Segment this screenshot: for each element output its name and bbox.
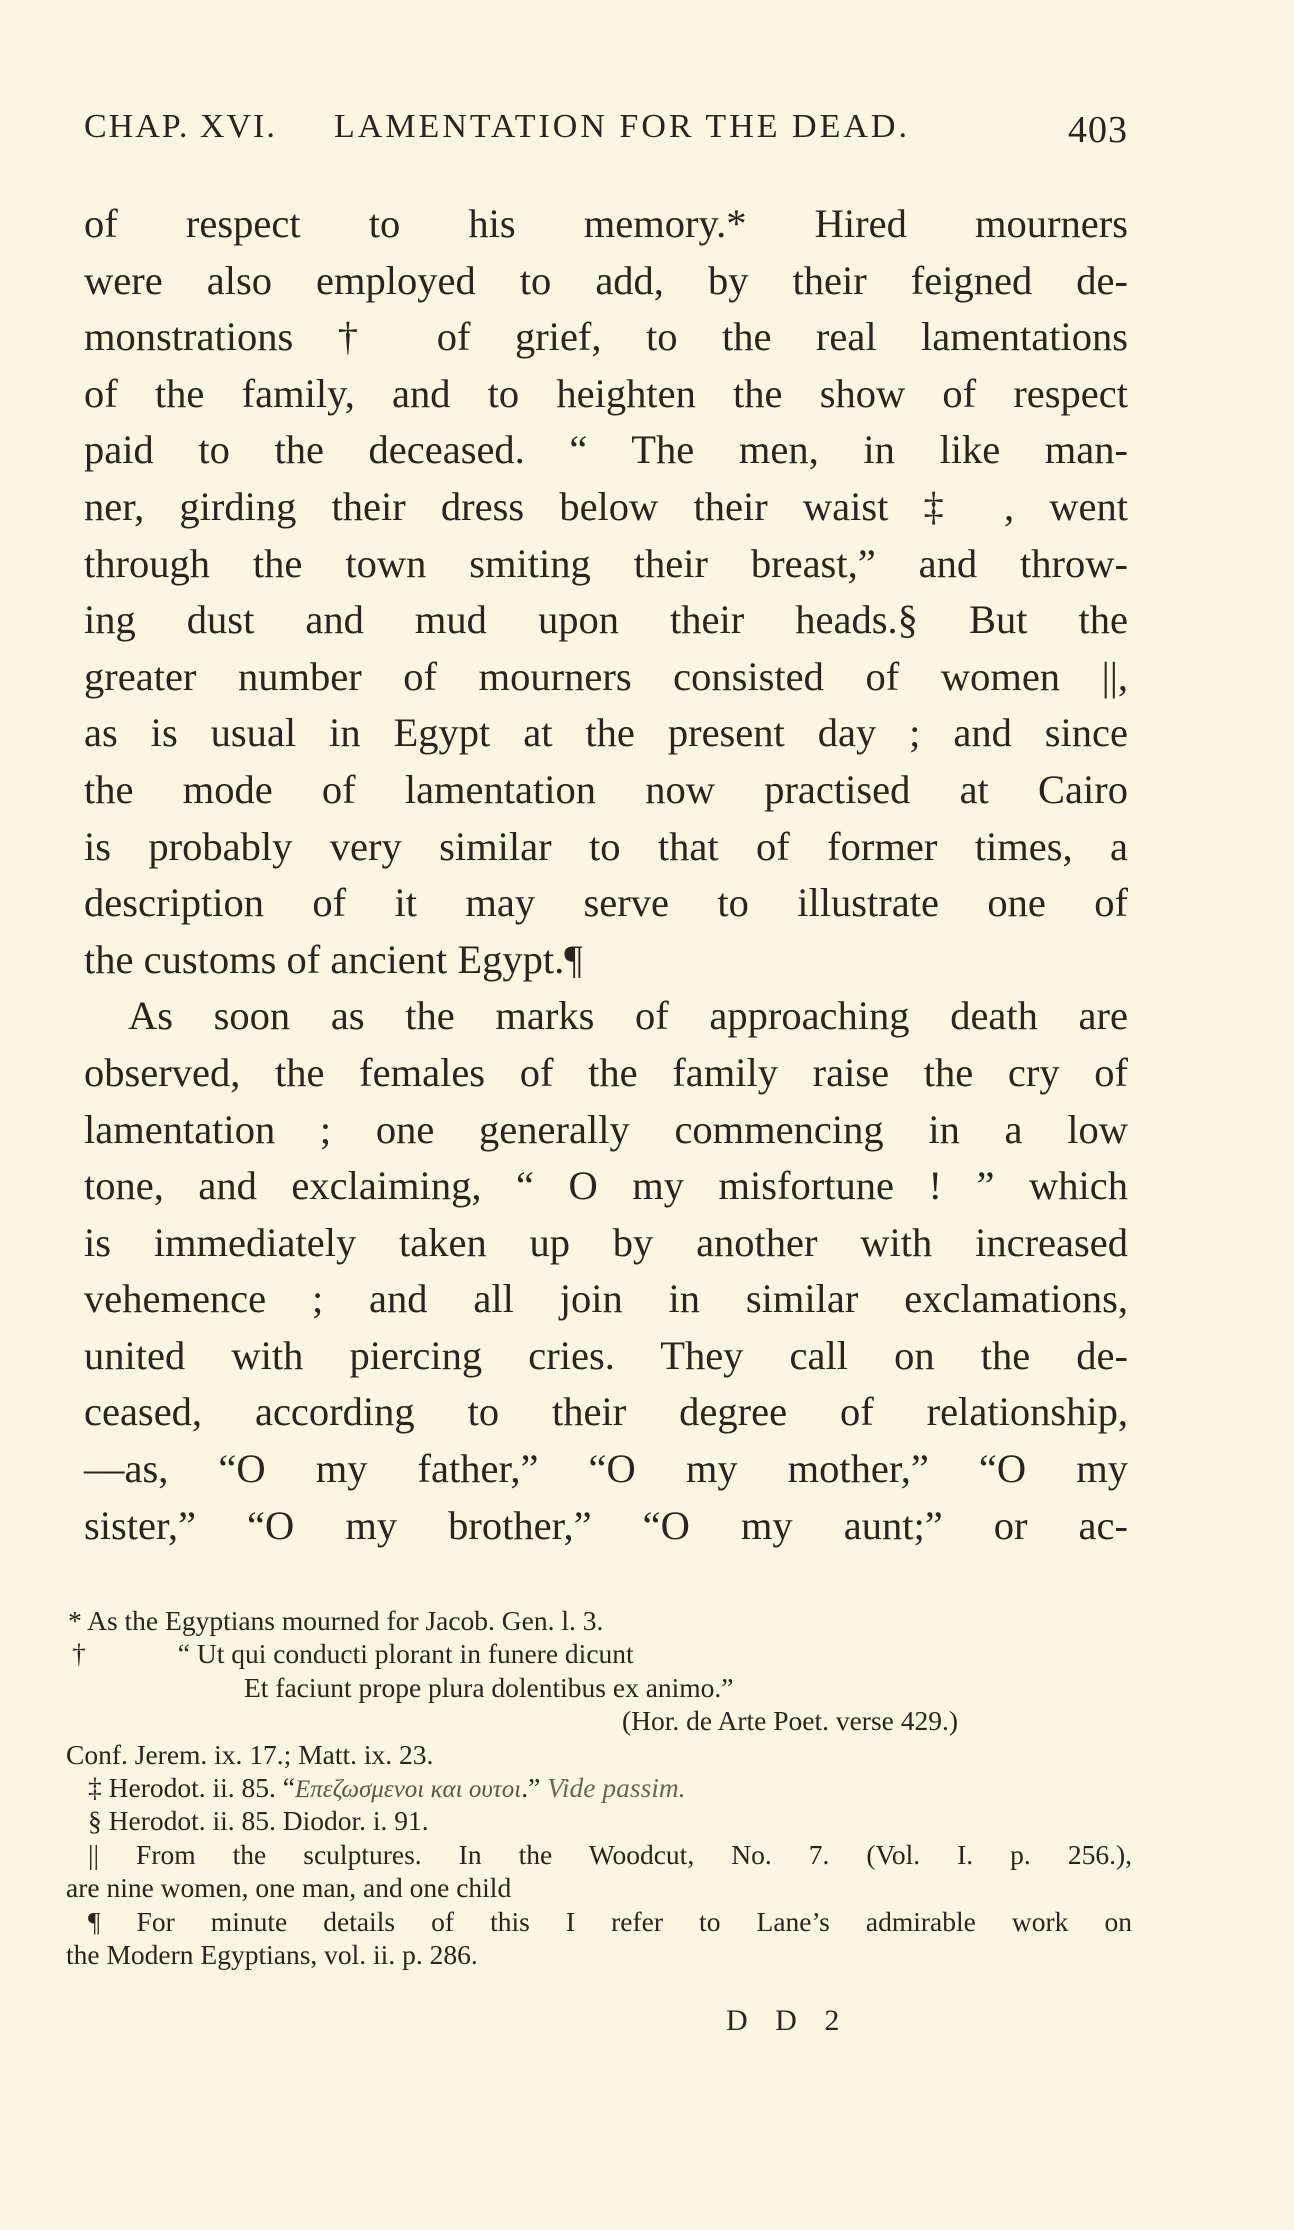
- footnote-2-line-1: [66, 1637, 1132, 1670]
- body-text: [84, 196, 1128, 1554]
- footnote-3-close: .”: [521, 1771, 541, 1803]
- text-line: paid to the deceased. “ The men, in like man-: [84, 427, 1128, 473]
- text-line: lamentation ; one generally commencing in a low: [84, 1106, 1128, 1152]
- text-line: is immediately taken up by another with increased: [84, 1219, 1128, 1265]
- footnote-5-line-2: are nine women, one man, and one child: [66, 1872, 512, 1904]
- running-head: [84, 108, 1128, 152]
- text-line: as is usual in Egypt at the present day ; and since: [84, 710, 1128, 756]
- footnote-3: [66, 1771, 1132, 1804]
- footnote-2-citation: (Hor. de Arte Poet. verse 429.): [622, 1705, 959, 1737]
- footnote-2-marker: †: [72, 1638, 86, 1670]
- footnote-1: * As the Egyptians mourned for Jacob. Gen. l. 3.: [68, 1605, 604, 1636]
- footnote-6-line-1: ¶ For minute details of this I refer to Lane’s admirable work on: [88, 1905, 1132, 1937]
- text-line: ing dust and mud upon their heads.§ But the: [84, 597, 1128, 643]
- text-line: —as, “O my father,” “O my mother,” “O my: [84, 1446, 1128, 1492]
- text-line: description of it may serve to illustrate one of: [84, 880, 1128, 926]
- text-line: tone, and exclaiming, “ O my misfortune ! ” which: [84, 1163, 1128, 1209]
- footnote-2-verse-2: Et faciunt prope plura dolentibus ex animo.”: [244, 1671, 734, 1703]
- text-line: is probably very similar to that of former times, a: [84, 823, 1128, 869]
- footnotes: [66, 1604, 1132, 1971]
- text-line: greater number of mourners consisted of women ||,: [84, 653, 1128, 699]
- text-line: ner, girding their dress below their waist ‡ , went: [84, 483, 1128, 529]
- text-line: monstrations † of grief, to the real lamentations: [84, 314, 1128, 360]
- text-line: sister,” “O my brother,” “O my aunt;” or ac-: [84, 1502, 1128, 1548]
- footnote-3-greek: Επεζωσμενοι και ουτοι: [294, 1775, 522, 1803]
- footnote-3-text: ‡ Herodot. ii. 85. “: [88, 1771, 295, 1803]
- text-line: observed, the females of the family raise the cry of: [84, 1049, 1128, 1095]
- running-title: LAMENTATION FOR THE DEAD.: [334, 108, 910, 145]
- text-line: of the family, and to heighten the show of respect: [84, 370, 1128, 416]
- footnote-4: § Herodot. ii. 85. Diodor. i. 91.: [88, 1805, 429, 1837]
- page-number: 403: [1068, 109, 1128, 151]
- footnote-5-line-1: || From the sculptures. In the Woodcut, No. 7. (Vol. I. p. 256.),: [88, 1838, 1132, 1870]
- footnote-6-line-2: the Modern Egyptians, vol. ii. p. 286.: [66, 1938, 478, 1970]
- footnote-3-vide: Vide passim.: [547, 1771, 686, 1803]
- signature-mark: D D 2: [726, 2004, 850, 2037]
- text-line: through the town smiting their breast,” and throw-: [84, 540, 1128, 586]
- chapter-label: CHAP. XVI.: [84, 108, 277, 145]
- text-line: ceased, according to their degree of relationship,: [84, 1389, 1128, 1435]
- text-line: were also employed to add, by their feigned de-: [84, 257, 1128, 303]
- footnote-2-verse-1: “ Ut qui conducti plorant in funere dicunt: [177, 1638, 634, 1670]
- text-line: As soon as the marks of approaching death are: [128, 993, 1128, 1039]
- text-line: vehemence ; and all join in similar exclamations,: [84, 1276, 1128, 1322]
- text-line: united with piercing cries. They call on the de-: [84, 1332, 1128, 1378]
- text-line: the customs of ancient Egypt.¶: [84, 936, 583, 982]
- text-line: of respect to his memory.* Hired mourners: [84, 201, 1128, 246]
- text-line: the mode of lamentation now practised at Cairo: [84, 766, 1128, 812]
- footnote-2-conf: Conf. Jerem. ix. 17.; Matt. ix. 23.: [66, 1738, 434, 1770]
